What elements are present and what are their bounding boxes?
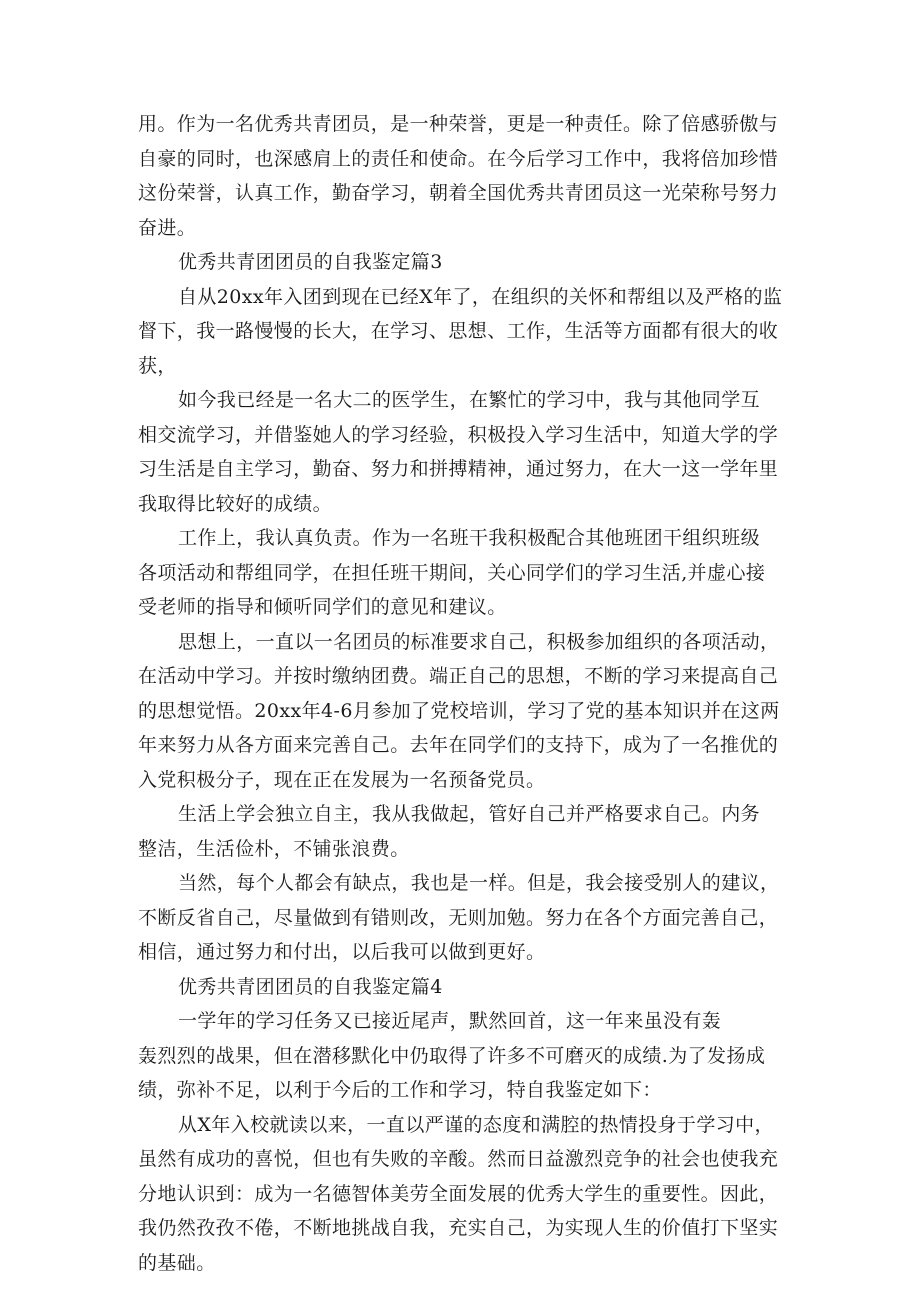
paragraph xyxy=(138,866,792,970)
text-line: 奋进。 xyxy=(138,216,197,239)
text-line: 的基础。 xyxy=(138,1251,216,1274)
text-line: 习生活是自主学习，勤奋、努力和拼搏精神，通过努力，在大一这一学年里 xyxy=(138,458,779,480)
paragraph xyxy=(138,797,792,866)
text-line: 获， xyxy=(138,354,177,377)
text-line: 从X年入校就读以来，一直以严谨的态度和满腔的热情投身于学习中， xyxy=(178,1113,774,1136)
text-line: 轰烈烈的战果，但在潜移默化中仍取得了许多不可磨灭的成绩.为了发扬成 xyxy=(138,1044,766,1067)
paragraph xyxy=(138,521,792,625)
paragraph xyxy=(138,1108,792,1281)
text-line: 这份荣誉，认真工作，勤奋学习，朝着全国优秀共青团员这一光荣称号努力 xyxy=(138,182,779,204)
text-line: 自豪的同时，也深感肩上的责任和使命。在今后学习工作中，我将倍加珍惜 xyxy=(138,147,779,170)
text-line: 一学年的学习任务又已接近尾声，默然回首，这一年来虽没有轰 xyxy=(178,1010,722,1032)
text-line: 绩，弥补不足，以利于今后的工作和学习，特自我鉴定如下： xyxy=(138,1079,662,1101)
section-heading-4: 优秀共青团团员的自我鉴定篇4 xyxy=(178,975,443,998)
text-line: 的思想觉悟。20xx年4-6月参加了党校培训，学习了党的基本知识并在这两 xyxy=(138,699,780,722)
text-line: 入党积极分子，现在正在发展为一名预备党员。 xyxy=(138,768,546,791)
text-line: 我仍然孜孜不倦，不断地挑战自我，充实自己，为实现人生的价值打下坚实 xyxy=(138,1217,779,1239)
text-line: 自从20xx年入团到现在已经X年了，在组织的关怀和帮组以及严格的监 xyxy=(178,285,783,308)
text-line: 相信，通过努力和付出，以后我可以做到更好。 xyxy=(138,941,546,963)
paragraph xyxy=(138,383,792,521)
paragraph xyxy=(138,625,792,798)
text-line: 不断反省自己，尽量做到有错则改，无则加勉。努力在各个方面完善自己， xyxy=(138,906,779,929)
text-line: 分地认识到：成为一名德智体美劳全面发展的优秀大学生的重要性。因此， xyxy=(138,1182,779,1205)
text-line: 当然，每个人都会有缺点，我也是一样。但是，我会接受别人的建议， xyxy=(178,872,780,894)
text-line: 受老师的指导和倾听同学们的意见和建议。 xyxy=(138,596,507,618)
text-line: 虽然有成功的喜悦，但也有失败的辛酸。然而日益激烈竞争的社会也使我充 xyxy=(138,1148,779,1170)
paragraph xyxy=(138,280,792,384)
paragraph xyxy=(138,1004,792,1108)
text-line: 相交流学习，并借鉴她人的学习经验，积极投入学习生活中，知道大学的学 xyxy=(138,423,779,446)
text-line: 年来努力从各方面来完善自己。去年在同学们的支持下，成为了一名推优的 xyxy=(138,734,779,756)
paragraph xyxy=(138,107,792,245)
text-line: 工作上，我认真负责。作为一名班干我积极配合其他班团干组织班级 xyxy=(178,527,761,549)
text-line: 用。作为一名优秀共青团员，是一种荣誉，更是一种责任。除了倍感骄傲与 xyxy=(138,113,779,135)
text-line: 在活动中学习。并按时缴纳团费。端正自己的思想，不断的学习来提高自己 xyxy=(138,665,779,687)
document-body xyxy=(138,107,792,1280)
text-line: 整洁，生活俭朴，不铺张浪费。 xyxy=(138,837,410,860)
text-line: 我取得比较好的成绩。 xyxy=(138,492,333,515)
text-line: 如今我已经是一名大二的医学生，在繁忙的学习中，我与其他同学互 xyxy=(178,389,761,411)
text-line: 思想上，一直以一名团员的标准要求自己，积极参加组织的各项活动， xyxy=(178,630,780,653)
section-heading-3: 优秀共青团团员的自我鉴定篇3 xyxy=(178,251,443,273)
text-line: 各项活动和帮组同学，在担任班干期间，关心同学们的学习生活,并虚心接 xyxy=(138,561,766,584)
text-line: 督下，我一路慢慢的长大，在学习、思想、工作，生活等方面都有很大的收 xyxy=(138,320,779,342)
text-line: 生活上学会独立自主，我从我做起，管好自己并严格要求自己。内务 xyxy=(178,803,761,825)
